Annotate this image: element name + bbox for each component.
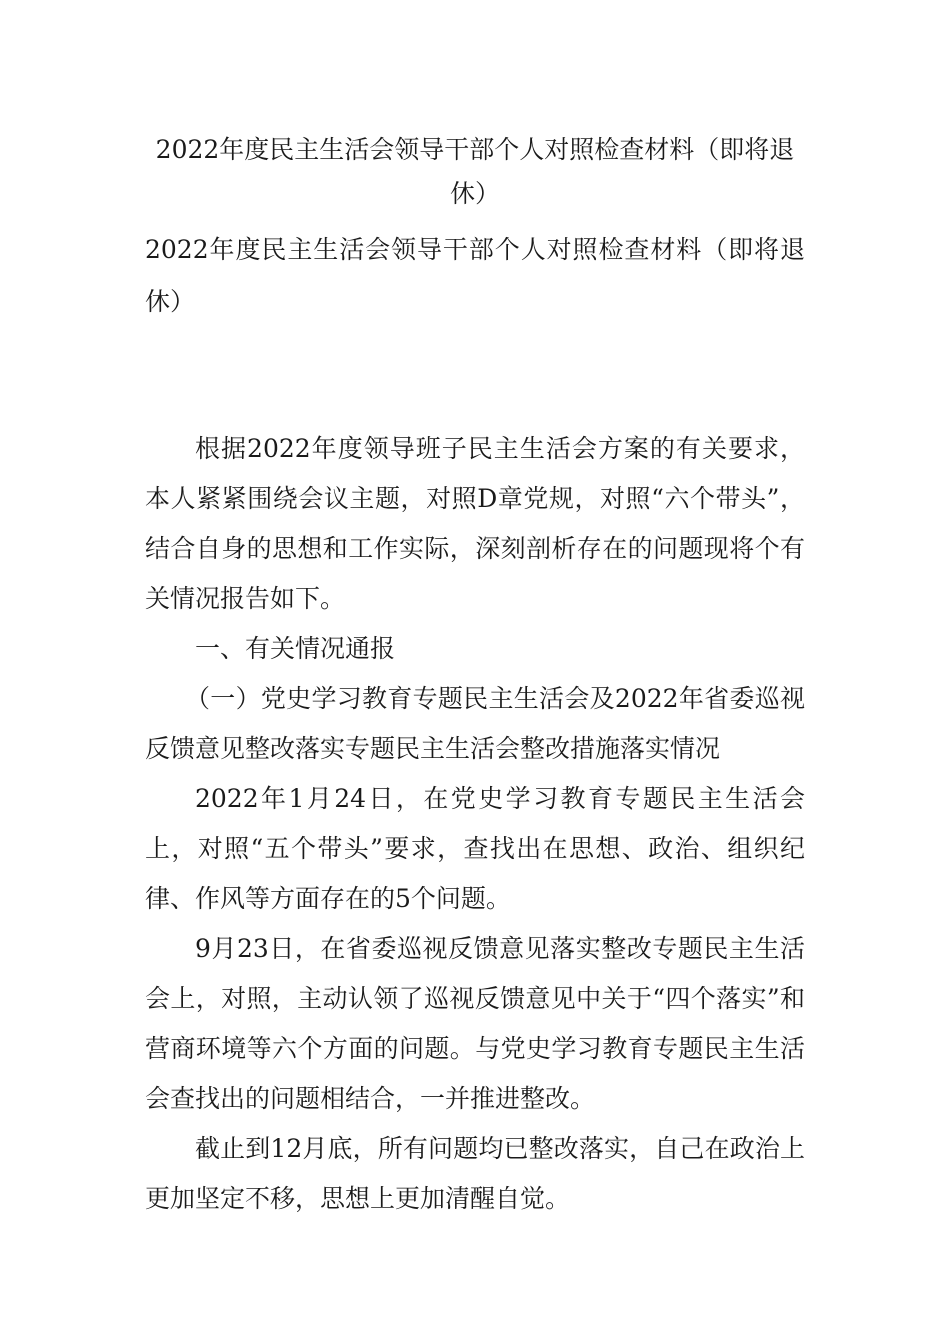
paragraph-first-meeting: 2022年1月24日，在党史学习教育专题民主生活会上，对照“五个带头”要求，查找出在思想、政治、组织纪律、作风等方面存在的5个问题。 [145,784,805,913]
paragraph-second-meeting: 9月23日，在省委巡视反馈意见落实整改专题民主生活会上，对照，主动认领了巡视反馈意见中关于“四个落实”和营商环境等六个方面的问题。与党史学习教育专题民主生活会查找出的问题相结合，一并推进整改。 [145,934,805,1113]
paragraph-conclusion: 截止到12月底，所有问题均已整改落实，自己在政治上更加坚定不移，思想上更加清醒自觉。 [145,1134,805,1213]
document-title: 2022年度民主生活会领导干部个人对照检查材料（即将退休） [155,135,795,208]
subsection-heading: （一）党史学习教育专题民主生活会及2022年省委巡视反馈意见整改落实专题民主生活会整改措施落实情况 [145,684,805,763]
document-body [145,424,805,1224]
paragraph-intro: 根据2022年度领导班子民主生活会方案的有关要求，本人紧紧围绕会议主题，对照D章党规，对照“六个带头”，结合自身的思想和工作实际，深刻剖析存在的问题现将个有关情况报告如下。 [145,434,805,613]
section-heading: 一、有关情况通报 [195,634,396,663]
document-subtitle: 2022年度民主生活会领导干部个人对照检查材料（即将退休） [145,235,805,316]
